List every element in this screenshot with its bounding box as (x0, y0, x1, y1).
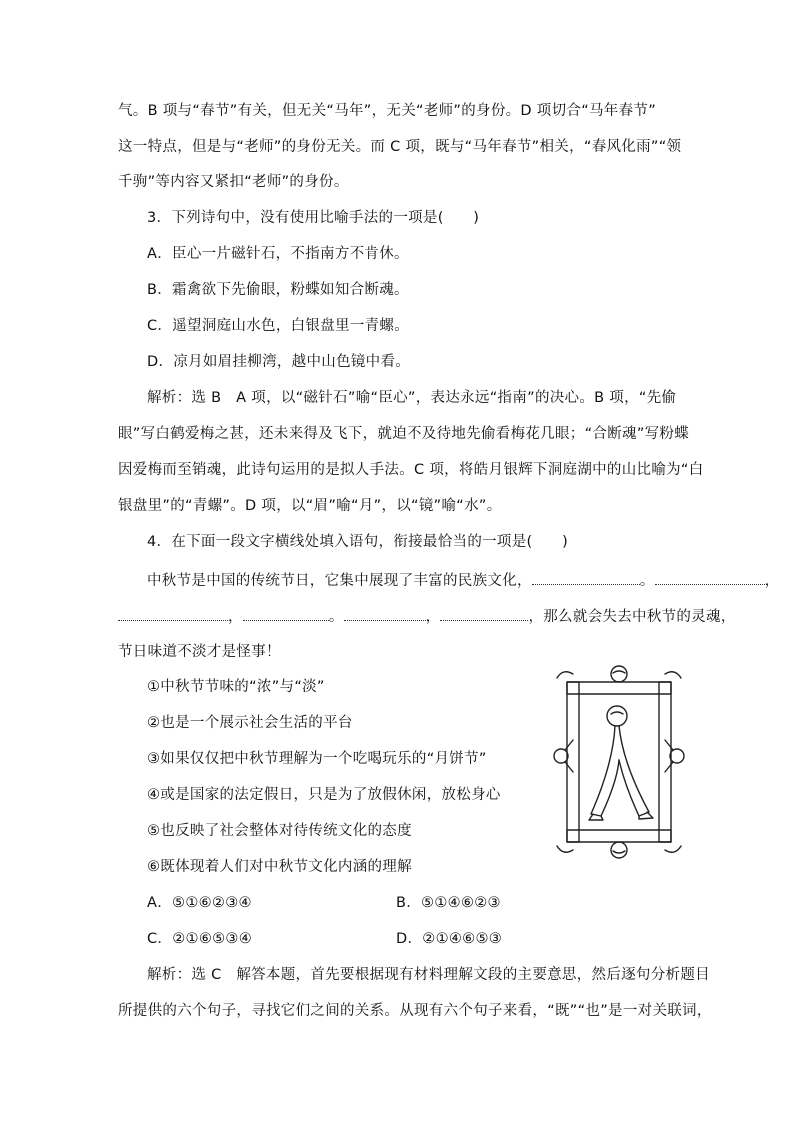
q3-option-b: B．霜禽欲下先偷眼，粉蝶如知合断魂。 (147, 282, 409, 298)
q3-option-a: A．臣心一片磁针石，不指南方不肯休。 (147, 246, 409, 262)
q4-passage-part-1: 中秋节是中国的传统节日，它集中展现了丰富的民族文化， (147, 573, 532, 589)
q3-analysis-line-4: 银盘里”的“青螺”。D 项，以“眉”喻“月”，以“镜”喻“水”。 (118, 498, 502, 514)
analysis-prev-line-1: 气。B 项与“春节”有关，但无关“马年”，无关“老师”的身份。D 项切合“马年春节” (118, 103, 657, 119)
q4-stem: 4．在下面一段文字横线处填入语句，衔接最恰当的一项是( ) (147, 534, 569, 550)
q4-passage-line-1 (147, 570, 779, 591)
q4-sentence-2: ②也是一个展示社会生活的平台 (147, 715, 353, 731)
q4-passage-part-2: ，那么就会失去中秋节的灵魂， (528, 609, 736, 625)
blank-1 (532, 570, 640, 585)
q4-choice-d: D．②①④⑥⑤③ (396, 931, 503, 947)
q4-sentence-1: ①中秋节节味的“浓”与“淡” (147, 679, 325, 695)
q4-sentence-3: ③如果仅仅把中秋节理解为一个吃喝玩乐的“月饼节” (147, 751, 487, 767)
q4-choice-a: A．⑤①⑥②③④ (147, 895, 252, 911)
passage-sep-3: ， (228, 609, 243, 625)
passage-sep-4: 。 (328, 609, 344, 625)
passage-sep-5: ， (425, 609, 441, 625)
passage-sep-1: 。 (639, 573, 655, 589)
blank-6 (440, 606, 528, 621)
q4-sentence-6: ⑥既体现着人们对中秋节文化内涵的理解 (147, 859, 412, 875)
q4-analysis-line-1: 解析：选 C 解答本题，首先要根据现有材料理解文段的主要意思，然后逐句分析题目 (147, 967, 710, 983)
q3-option-d: D．凉月如眉挂柳湾，越中山色镜中看。 (147, 354, 411, 370)
blank-4 (243, 606, 329, 621)
q4-sentence-5: ⑤也反映了社会整体对待传统文化的态度 (147, 823, 412, 839)
blank-2 (655, 570, 765, 585)
passage-sep-2: ， (764, 573, 780, 589)
q4-passage-line-3: 节日味道不淡才是怪事！ (118, 644, 281, 660)
q4-passage-line-2 (118, 606, 736, 627)
analysis-prev-line-2: 这一特点，但是与“老师”的身份无关。而 C 项，既与“马年春节”相关，“春风化雨”“领 (118, 139, 682, 155)
q3-analysis-line-2: 眼”写白鹤爱梅之甚，还未来得及飞下，就迫不及待地先偷看梅花几眼；“合断魂”写粉蝶 (118, 426, 690, 442)
q4-analysis-line-2: 所提供的六个句子，寻找它们之间的关系。从现有六个句子来看，“既”“也”是一对关联词， (118, 1003, 712, 1019)
blank-3 (118, 606, 228, 621)
q3-analysis-line-3: 因爱梅而至销魂，此诗句运用的是拟人手法。C 项，将皓月银辉下洞庭湖中的山比喻为“白 (118, 462, 704, 478)
blank-5 (344, 606, 426, 621)
q3-analysis-line-1: 解析：选 B A 项，以“磁针石”喻“臣心”，表达永远“指南”的决心。B 项，“先偷 (147, 390, 677, 406)
q3-option-c: C．遥望洞庭山水色，白银盘里一青螺。 (147, 318, 410, 334)
q4-sentence-4: ④或是国家的法定假日，只是为了放假休闲，放松身心 (147, 787, 501, 803)
q3-stem: 3．下列诗句中，没有使用比喻手法的一项是( ) (147, 210, 480, 226)
analysis-prev-line-3: 千驹”等内容又紧扣“老师”的身份。 (118, 174, 349, 190)
people-frame-illustration (553, 664, 685, 860)
q4-choice-c: C．②①⑥⑤③④ (147, 931, 253, 947)
q4-choice-b: B．⑤①④⑥②③ (396, 895, 501, 911)
